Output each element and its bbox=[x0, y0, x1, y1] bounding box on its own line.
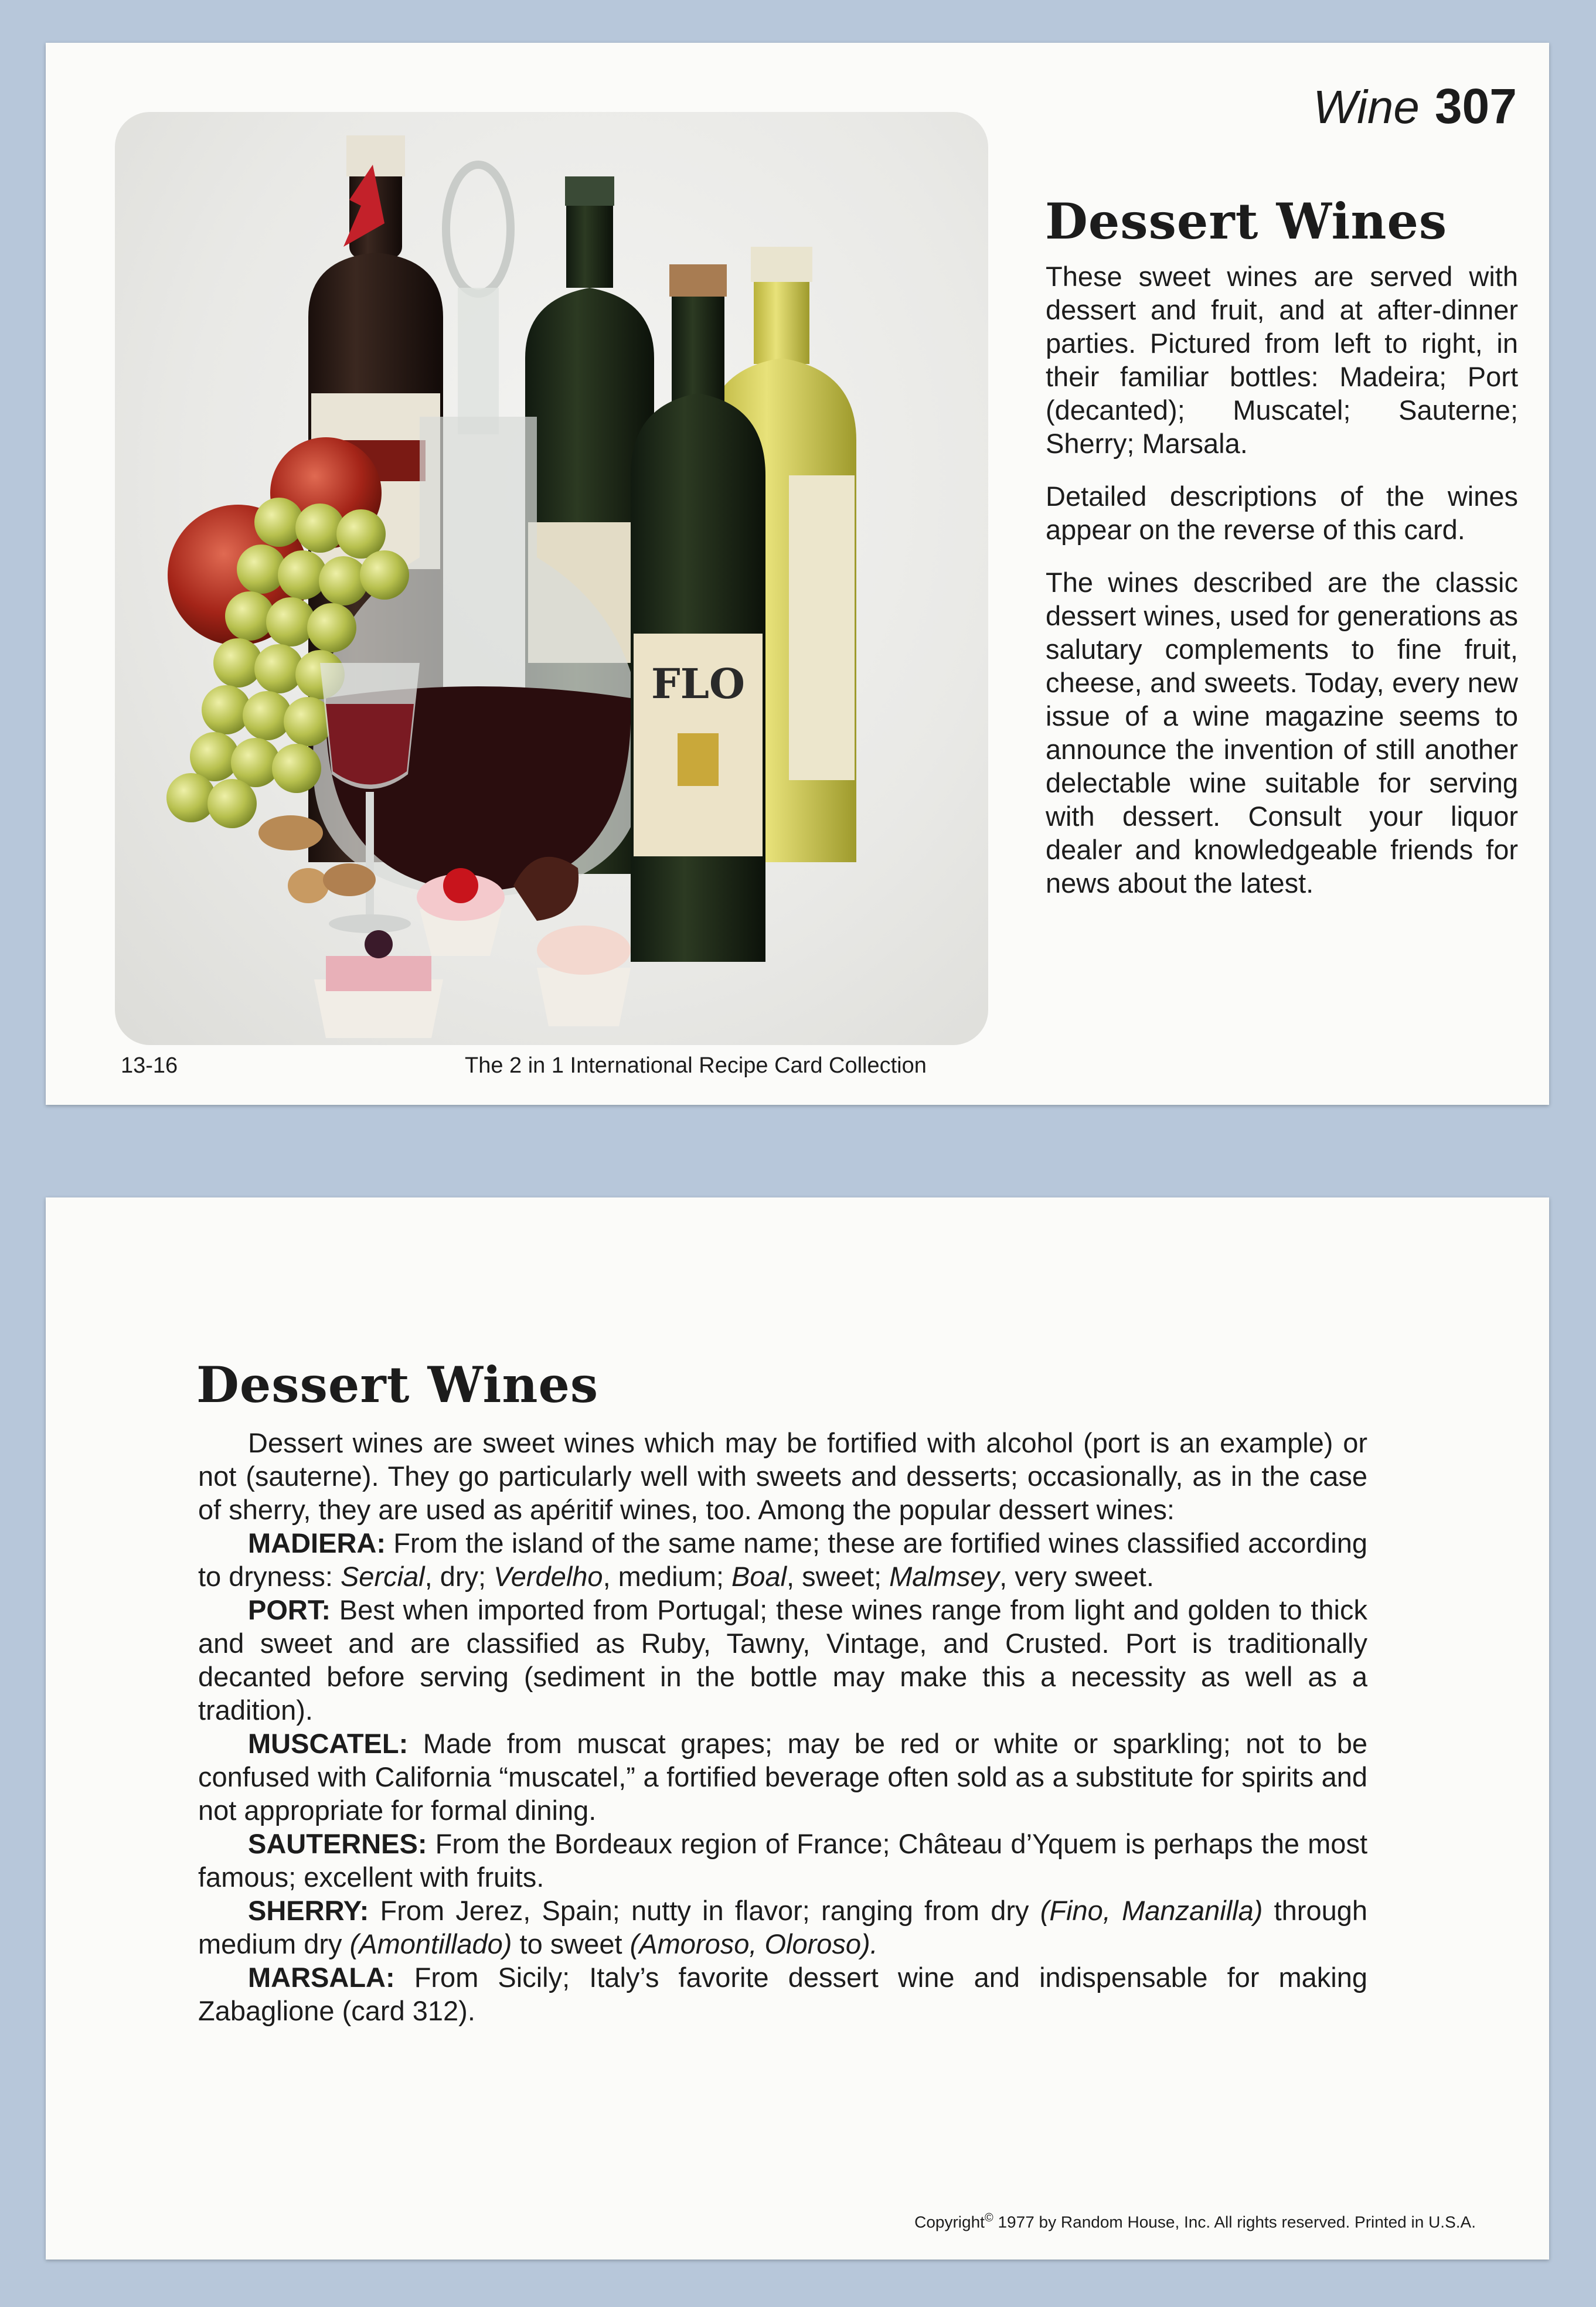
entry-italic: Boal bbox=[731, 1561, 787, 1592]
entry-italic: (Amontillado) bbox=[349, 1928, 512, 1959]
entry-text: , sweet; bbox=[787, 1561, 890, 1592]
entry-term: MADIERA: bbox=[248, 1527, 386, 1559]
entry-text: Made from muscat grapes; may be red or white or sparkling; not to be confused with California “muscatel,” a fortified beverage often sold as a substitute for spirits and not appropriate for formal dining. bbox=[198, 1728, 1367, 1826]
nut bbox=[288, 868, 329, 903]
collection-name: The 2 in 1 International Recipe Card Collection bbox=[465, 1053, 927, 1078]
entry-text: From Sicily; Italy’s favorite dessert wine and indispensable for making Zabaglione (card 312). bbox=[198, 1962, 1367, 2026]
copyright-label: Copyright bbox=[914, 2213, 985, 2231]
entry-italic: (Fino, Manzanilla) bbox=[1040, 1895, 1263, 1926]
entry-italic: (Amoroso, Oloroso). bbox=[629, 1928, 878, 1959]
front-paragraph-3: The wines described are the classic dessert wines, used for generations as salutary complements to fine fruit, cheese, and sweets. Today, every new issue of a wine magazine seems to announce the invention of still another delectable wine suitable for serving with dessert. Consult your liquor dealer and knowledgeable friends for news about the latest. bbox=[1046, 567, 1518, 899]
entry-term: SHERRY: bbox=[248, 1895, 369, 1926]
entry-text: to sweet bbox=[512, 1928, 630, 1959]
entry-sherry bbox=[198, 1894, 1367, 1961]
entry-text: , very sweet. bbox=[999, 1561, 1154, 1592]
entry-text: , medium; bbox=[603, 1561, 731, 1592]
wine-illustration bbox=[115, 112, 988, 1045]
entry-port bbox=[198, 1593, 1367, 1727]
entry-term: SAUTERNES: bbox=[248, 1828, 427, 1859]
entry-italic: Malmsey bbox=[889, 1561, 1000, 1592]
copyright-notice bbox=[914, 2211, 1476, 2231]
svg-text:FLO: FLO bbox=[651, 659, 745, 708]
entry-marsala bbox=[198, 1961, 1367, 2027]
entry-muscatel bbox=[198, 1727, 1367, 1827]
card-category-number bbox=[1313, 78, 1517, 135]
entry-sauternes bbox=[198, 1827, 1367, 1894]
back-title: Dessert Wines bbox=[196, 1356, 599, 1414]
copyright-text: 1977 by Random House, Inc. All rights reserved. Printed in U.S.A. bbox=[993, 2213, 1476, 2231]
card-number: 307 bbox=[1434, 79, 1517, 134]
entry-text: From Jerez, Spain; nutty in flavor; ranging from dry bbox=[369, 1895, 1040, 1926]
almond bbox=[258, 815, 323, 850]
entry-text: Best when imported from Portugal; these wines range from light and golden to thick and sweet and are classified as Ruby, Tawny, Vintage, and Crusted. Port is traditionally decanted before serving (sediment in the bottle may make this a necessity as well as a tradition). bbox=[198, 1594, 1367, 1726]
front-paragraph-1: These sweet wines are served with dessert and fruit, and at after-dinner parties. Pictured from left to right, in their familiar bottles: Madeira; Port (decanted); Muscatel; Sauterne; Sherry; Marsala. bbox=[1046, 261, 1518, 459]
card-category: Wine bbox=[1313, 81, 1420, 133]
entry-text: through medium dry bbox=[198, 1895, 1368, 1959]
entry-italic: Verdelho bbox=[494, 1561, 603, 1592]
wine-photo bbox=[115, 112, 988, 1045]
entry-term: MARSALA: bbox=[248, 1962, 395, 1993]
entry-term: PORT: bbox=[248, 1594, 331, 1625]
almond-2 bbox=[323, 863, 376, 896]
front-paragraph-2: Detailed descriptions of the wines appear on the reverse of this card. bbox=[1046, 481, 1518, 545]
card-code: 13-16 bbox=[121, 1053, 178, 1078]
entry-text: , dry; bbox=[424, 1561, 494, 1592]
entry-text: From the island of the same name; these are fortified wines classified according to dryness: bbox=[198, 1527, 1367, 1592]
entry-madeira bbox=[198, 1526, 1367, 1593]
front-description bbox=[1046, 260, 1518, 919]
copyright-symbol: © bbox=[984, 2211, 993, 2224]
recipe-card-back bbox=[46, 1197, 1549, 2260]
entry-term: MUSCATEL: bbox=[248, 1728, 409, 1759]
recipe-card-front bbox=[46, 43, 1549, 1105]
entry-text: From the Bordeaux region of France; Château d’Yquem is perhaps the most famous; excellent with fruits. bbox=[198, 1828, 1367, 1893]
back-description bbox=[198, 1426, 1367, 2027]
intro-paragraph: Dessert wines are sweet wines which may be fortified with alcohol (port is an example) or not (sauterne). They go particularly well with sweets and desserts; occasionally, as in the case of sherry, they are used as apéritif wines, too. Among the popular dessert wines: bbox=[198, 1427, 1367, 1525]
entry-italic: Sercial bbox=[340, 1561, 425, 1592]
front-title: Dessert Wines bbox=[1045, 192, 1448, 250]
